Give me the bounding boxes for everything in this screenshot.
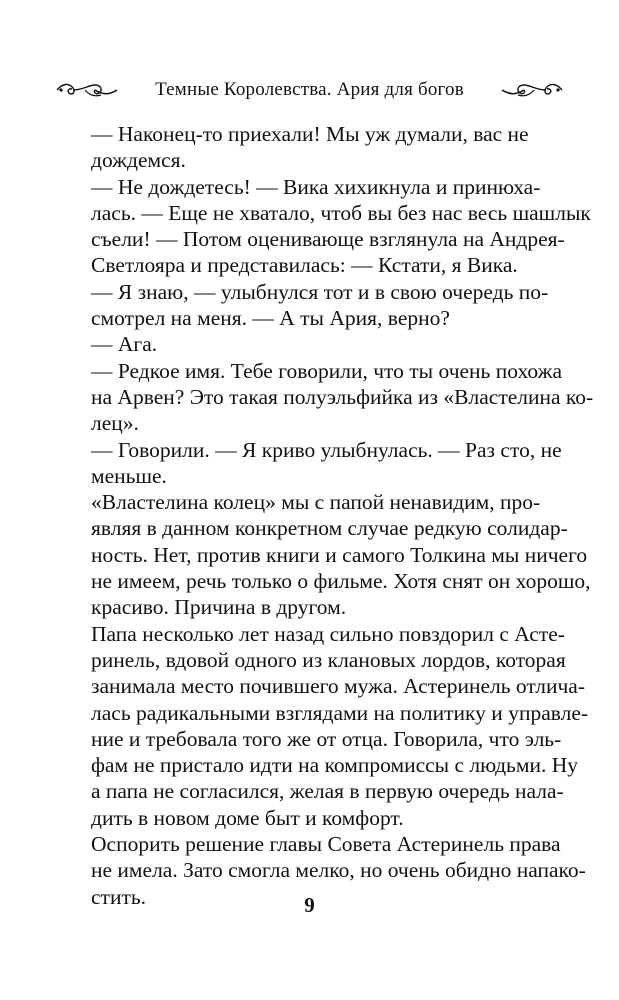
text-line: Оспорить решение главы Совета Астеринель права — [91, 832, 561, 857]
text-line: являя в данном конкретном случае редкую солидар- — [91, 516, 568, 541]
text-line: дить в новом доме быт и комфорт. — [91, 805, 404, 830]
text-line: фам не пристало идти на компромиссы с людьми. Ну — [91, 753, 578, 778]
page-body-text — [91, 121, 594, 910]
text-line: — Редкое имя. Тебе говорили, что ты очень похожа — [91, 358, 563, 383]
text-line: — Наконец-то приехали! Мы уж думали, вас не — [91, 122, 529, 146]
flourish-ornament-icon — [55, 77, 119, 103]
text-line: занимала место почившего мужа. Астеринель отлича- — [91, 674, 586, 699]
running-header — [55, 70, 564, 110]
text-line: меньше. — [91, 463, 167, 488]
text-line: лась радикальными взглядами на политику и управле- — [91, 700, 589, 725]
text-line: смотрел на меня. — А ты Ария, верно? — [91, 306, 450, 331]
text-line: Светлояра и представилась: — Кстати, я Вика. — [91, 253, 518, 278]
text-line: а папа не согласился, желая в первую очередь нала- — [91, 779, 564, 804]
text-line: Папа несколько лет назад сильно повздорил с Асте- — [91, 621, 565, 646]
running-title: Темные Королевства. Ария для богов — [155, 79, 464, 100]
text-line: стить. — [91, 884, 147, 909]
flourish-ornament-icon — [500, 77, 564, 103]
text-line: — Говорили. — Я криво улыбнулась. — Раз сто, не — [91, 437, 562, 462]
text-line: съели! — Потом оценивающе взглянула на Андрея- — [91, 227, 565, 252]
text-line: дождемся. — [91, 148, 186, 173]
text-line: — Ага. — [91, 332, 158, 357]
text-line: ность. Нет, против книги и самого Толкина мы ничего — [91, 542, 588, 567]
text-line: не имела. Зато смогла мелко, но очень обидно напако- — [91, 858, 586, 883]
text-line: ринель, вдовой одного из клановых лордов, которая — [91, 647, 566, 672]
text-line: лец». — [91, 411, 139, 436]
text-line: «Властелина колец» мы с папой ненавидим, про- — [91, 490, 541, 515]
text-line: лась. — Еще не хватало, чтоб вы без нас весь шашлык — [91, 200, 591, 225]
page-number: 9 — [304, 893, 315, 917]
text-line: не имеем, речь только о фильме. Хотя снят он хорошо, — [91, 569, 591, 594]
text-line: — Не дождетесь! — Вика хихикнула и принюха- — [91, 174, 541, 199]
text-line: ние и требовала того же от отца. Говорила, что эль- — [91, 726, 562, 751]
text-line: — Я знаю, — улыбнулся тот и в свою очередь по- — [91, 279, 549, 304]
text-line: на Арвен? Это такая полуэльфийка из «Властелина ко- — [91, 384, 594, 409]
text-line: красиво. Причина в другом. — [91, 595, 347, 620]
